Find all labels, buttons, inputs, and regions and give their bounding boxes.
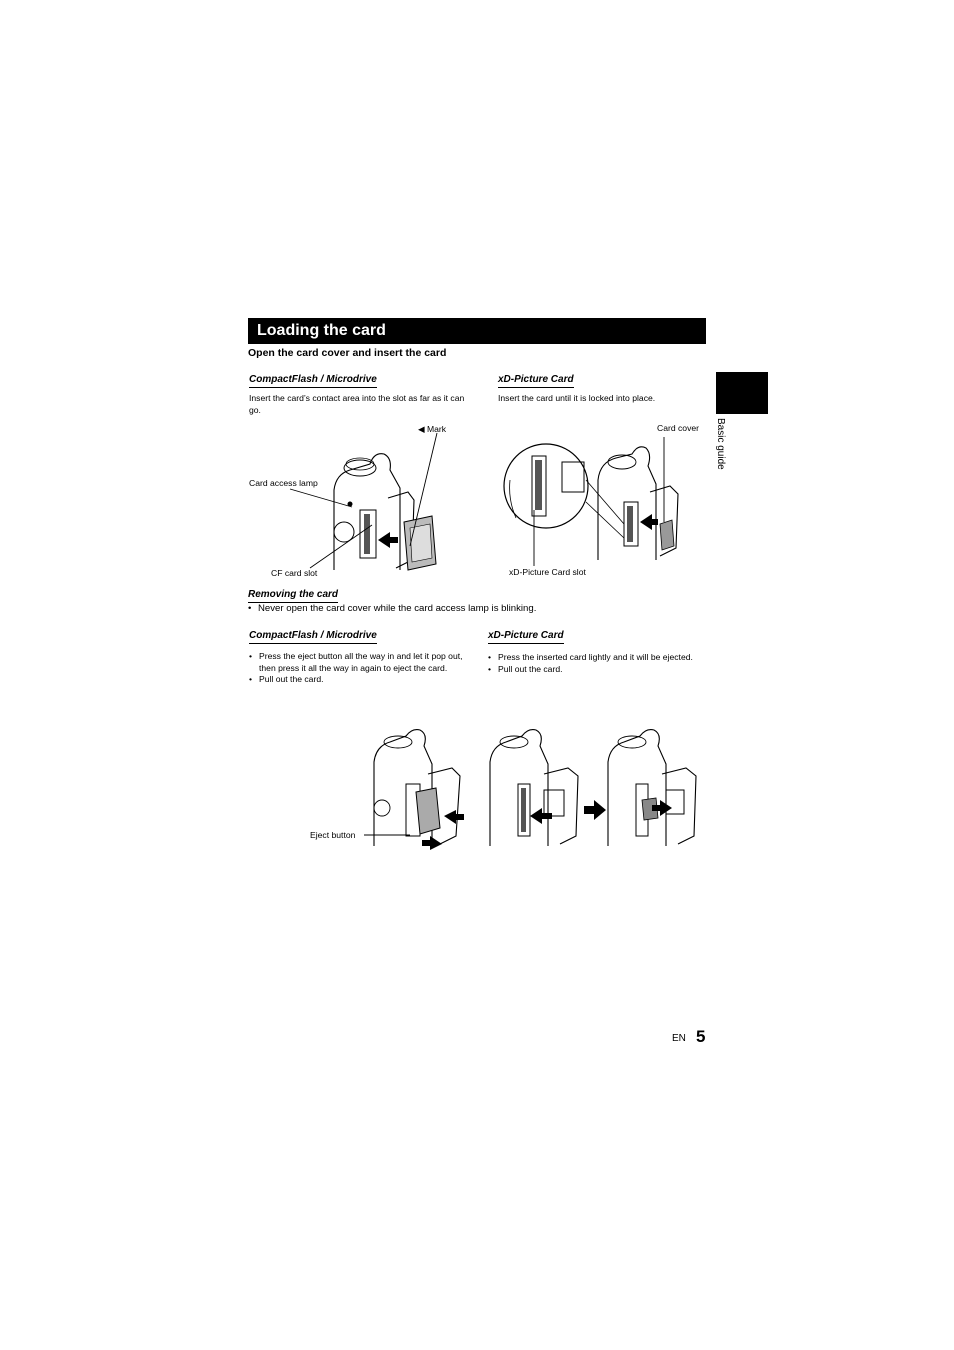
remove-cf-bullet-1: • Press the eject button all the way in and let it pop out, then press it all the way in again to eject the card. [249, 651, 469, 674]
xd-heading: xD-Picture Card [498, 374, 574, 388]
next-step-arrow-icon [584, 800, 606, 820]
remove-xd-bullet-1: • Press the inserted card lightly and it will be ejected. [488, 652, 703, 664]
cf-instructions: Insert the card’s contact area into the slot as far as it can go. [249, 393, 465, 415]
remove-cf-heading: CompactFlash / Microdrive [249, 630, 377, 644]
label-xd-card-slot: xD-Picture Card slot [509, 567, 586, 577]
remove-xd-bullet-2: • Pull out the card. [488, 664, 703, 676]
remove-cf-bullet-2: • Pull out the card. [249, 674, 469, 686]
label-card-access-lamp: Card access lamp [249, 478, 318, 488]
label-cf-card-slot: CF card slot [271, 568, 318, 578]
label-card-cover: Card cover [657, 423, 700, 433]
xd-press-illustration [488, 728, 584, 850]
cf-heading: CompactFlash / Microdrive [249, 374, 377, 388]
page-number: 5 [696, 1027, 706, 1046]
step-heading: Open the card cover and insert the card [248, 347, 447, 359]
label-mark: ◀ Mark [418, 424, 447, 434]
footer-language: EN [672, 1033, 686, 1044]
xd-instructions: Insert the card until it is locked into place. [498, 393, 656, 403]
removing-note-text: • Never open the card cover while the card access lamp is blinking. [248, 603, 708, 615]
page-title: Loading the card [257, 322, 386, 339]
remove-xd-heading: xD-Picture Card [488, 630, 564, 644]
label-eject-button: Eject button [310, 830, 356, 840]
removing-heading: Removing the card [248, 589, 338, 603]
side-tab-label: Basic guide [715, 418, 726, 470]
xd-pull-illustration [606, 728, 702, 850]
